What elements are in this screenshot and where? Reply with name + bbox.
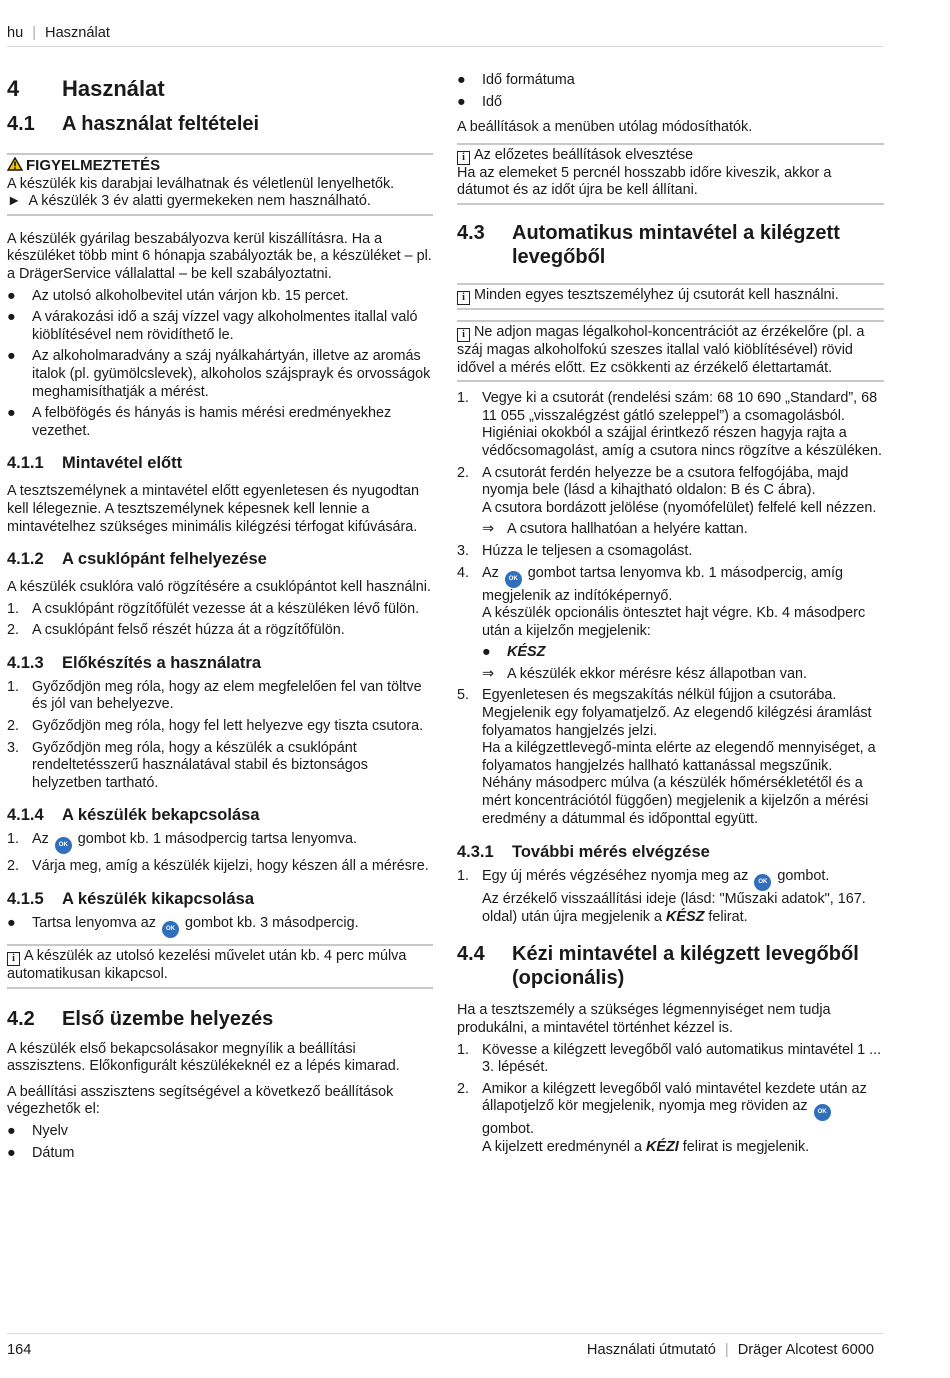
list-item: ● A várakozási idő a száj vízzel vagy alkoholmentes itallal való kiöblítésével nem rövidíthető le. [7,309,418,343]
bullet-list [7,1123,433,1162]
heading-4-1-1: 4.1.1 Mintavétel előtt [7,454,183,473]
info-box: i Minden egyes tesztszemélyhez új csutorát kell használni. [457,283,884,310]
heading-4: 4 Használat [7,76,165,101]
list-item: 5. Egyenletesen és megszakítás nélkül fújjon a csutorába. Megjelenik egy folyamatjelző. Az elegendő kilégzési áramlást folyamatos hangjelzés jelzi. Ha a kilégzettlevegő-minta elérte az elegendő mennyiséget, a folyamatos hangjelzés hallható kattanással megszűnik. Néhány másodperc múlva (a készülék hőmérsékletétől és a mért koncentrációtól függően) megjelenik a kijelzőn a mérési eredmény a dátummal és időponttal együtt. [457,687,876,827]
warning-text: A készülék kis darabjai leválhatnak és véletlenül lenyelhetők. [7,175,395,192]
heading-4-4: 4.4 Kézi mintavétel a kilégzett levegőből (opcionális) [457,943,859,990]
list-item: 3. Győződjön meg róla, hogy a készülék a csuklópánt rendeltetésszerű használatával stabil és biztonságos helyzetben tartható. [7,739,368,791]
list-item: 1. A csuklópánt rögzítőfülét vezesse át a készüléken lévő fülön. [7,600,420,617]
left-column [7,70,433,1162]
footer-product: Dräger Alcotest 6000 [737,1342,874,1358]
paragraph: A készülék csuklóra való rögzítésére a csuklópántot kell használni. [7,579,431,596]
list-item: 1. Az OK gombot kb. 1 másodpercig tartsa lenyomva. [7,831,433,854]
page-number: 164 [7,1342,32,1358]
info-box: i Az előzetes beállítások elvesztése Ha az elemeket 5 percnél hosszabb időre kiveszik, akkor a dátumot és az időt újra be kell állítani. [457,143,884,205]
list-item: 2. Győződjön meg róla, hogy fel lett helyezve egy tiszta csutora. [7,718,424,735]
ok-button-icon: OK [162,921,179,938]
paragraph: A tesztszemélynek a mintavétel előtt egyenletesen és nyugodtan kell lélegeznie. A tesztszemélynek képesnek kell lennie a mintavételhez szükséges minimális kilégzési térfogat kifúvására. [7,483,419,535]
paragraph: A készülék első bekapcsolásakor megnyílik a beállítási asszisztens. Előkonfigurált készülékeknél ez a lépés kimarad. [7,1040,400,1075]
warning-icon [7,157,23,176]
list-item: 4. Az OK gombot tartsa lenyomva kb. 1 másodpercig, amíg megjelenik az indítóképernyő. A készülék opcionális öntesztet hajt végre. Kb. 4 másodperc után a kijelzőn megjelenik: ● KÉSZ ⇒ A készülék ekkor mérésre kész állapotban van. [457,565,884,684]
list-item: ● Idő formátuma [457,72,575,88]
heading-4-3-1: 4.3.1 További mérés elvégzése [457,843,710,862]
info-icon: i [457,328,470,342]
paragraph: Ha a tesztszemély a szükséges légmennyiséget nem tudja produkálni, a mintavétel történhet kézzel is. [457,1002,831,1036]
numbered-list [457,1042,884,1157]
heading-4-2: 4.2 Első üzembe helyezés [7,1007,274,1030]
ok-button-icon: OK [754,874,771,891]
warning-box [7,153,433,216]
numbered-list [457,868,884,926]
info-icon: i [457,291,470,305]
list-item: ● Az utolsó alkoholbevitel után várjon kb. 15 percet. [7,287,349,304]
list-item: 2. A csuklópánt felső részét húzza át a rögzítőfülön. [7,622,345,639]
header-lang: hu [7,25,24,41]
heading-4-1-3: 4.1.3 Előkészítés a használatra [7,653,262,672]
numbered-list [7,601,433,640]
list-item: ● Az alkoholmaradvány a száj nyálkahártyán, illetve az aromás italok (pl. gyümölcslevek), alkoholos szájsprayk és orvosságok meghamisíthatják a mérést. [7,348,431,400]
list-item: ● Tartsa lenyomva az OK gombot kb. 3 másodpercig. [7,915,433,938]
list-item: ● Idő [457,93,503,110]
list-item: 3. Húzza le teljesen a csomagolást. [457,542,693,559]
heading-4-1-4: 4.1.4 A készülék bekapcsolása [7,806,260,825]
heading-4-3: 4.3 Automatikus mintavétel a kilégzett levegőből [457,221,840,268]
numbered-list [457,390,884,828]
info-box: i Ne adjon magas légalkohol-koncentrációt az érzékelőre (pl. a száj magas alkoholfokú szeszes itallal való kiöblítésével) rövid idővel a mérés előtt. Ez csökkenti az érzékelő élettartamát. [457,320,884,382]
list-item: 1. Kövesse a kilégzett levegőből való automatikus mintavétel 1 ... 3. lépését. [457,1041,882,1076]
result-line: ⇒ A csutora hallhatóan a helyére kattan. [482,521,748,538]
info-box: i A készülék az utolsó kezelési művelet után kb. 4 perc múlva automatikusan kikapcsol. [7,944,433,989]
bullet-list [457,72,884,111]
result-arrow-icon: ⇒ [482,665,495,682]
right-column [457,72,884,1157]
list-item: 1. Vegye ki a csutorát (rendelési szám: 68 10 690 „Standard”, 68 11 055 „visszalégzést gátló szeleppel”) a csomagolásból. Higiéniai okokból a szájjal érintkező részen hagyja rajta a védőcsomagolást, amíg a csutora nincs rögzítve a készüléken. [457,390,882,459]
warning-title: FIGYELMEZTETÉS [26,157,161,174]
result-line: ⇒ A készülék ekkor mérésre kész állapotban van. [482,665,807,682]
numbered-list [7,831,433,876]
list-item: ● Dátum [7,1144,75,1161]
ok-button-icon: OK [55,837,72,854]
warning-action: A készülék 3 év alatti gyermekeken nem használható. [28,193,371,210]
result-arrow-icon: ⇒ [482,521,495,538]
numbered-list [7,679,433,793]
bullet-list [7,288,433,441]
ok-button-icon: OK [505,571,522,588]
ok-button-icon: OK [814,1104,831,1121]
list-item: 2. A csutorát ferdén helyezze be a csutora felfogójába, majd nyomja bele (lásd a kihajtható oldalon: B és C ábra). A csutora bordázott jelölése (nyomófelület) felfelé kell nézzen. ⇒ A csutora hallhatóan a helyére kattan. [457,465,884,539]
heading-4-1: 4.1 A használat feltételei [7,113,260,135]
page-header: hu | Használat [7,25,883,47]
display-item: ● KÉSZ [482,644,546,661]
info-icon: i [457,151,470,165]
heading-4-1-2: 4.1.2 A csuklópánt felhelyezése [7,550,267,569]
list-item: ● Nyelv [7,1123,68,1139]
paragraph: A készülék gyárilag beszabályozva kerül kiszállításra. Ha a készüléket több mint 6 hónapja szabályozták be, a készüléket – pl. a DrägerService vállalattal – be kell szabályoztatni. [7,230,432,282]
page-footer: 164 Használati útmutató | Dräger Alcotest 6000 [7,1333,883,1360]
heading-4-1-5: 4.1.5 A készülék kikapcsolása [7,890,255,909]
header-section: Használat [45,25,110,41]
list-item: 2. Várja meg, amíg a készülék kijelzi, hogy készen áll a mérésre. [7,858,429,875]
footer-doc: Használati útmutató [586,1342,716,1358]
list-item: ● A felböfögés és hányás is hamis mérési eredményekhez vezethet. [7,405,392,439]
bullet-list [7,915,433,938]
list-item: 1. Egy új mérés végzéséhez nyomja meg az OK gombot. Az érzékelő visszaállítási ideje (lásd: "Műszaki adatok", 167. oldal) után újra megjelenik a KÉSZ felirat. [457,868,866,925]
paragraph: A beállítási asszisztens segítségével a következő beállítások végezhetők el: [7,1083,394,1118]
list-item: 1. Győződjön meg róla, hogy az elem megfelelően fel van töltve és jól van behelyezve. [7,678,422,713]
info-icon: i [7,952,20,966]
arrow-icon: ► [7,193,22,210]
list-item: 2. Amikor a kilégzett levegőből való mintavétel kezdete után az állapotjelző kör megjelenik, nyomja meg röviden az OK gombot. A kijelzett eredménynél a KÉZI felirat is megjelenik. [457,1080,867,1155]
paragraph: A beállítások a menüben utólag módosíthatók. [457,119,753,136]
